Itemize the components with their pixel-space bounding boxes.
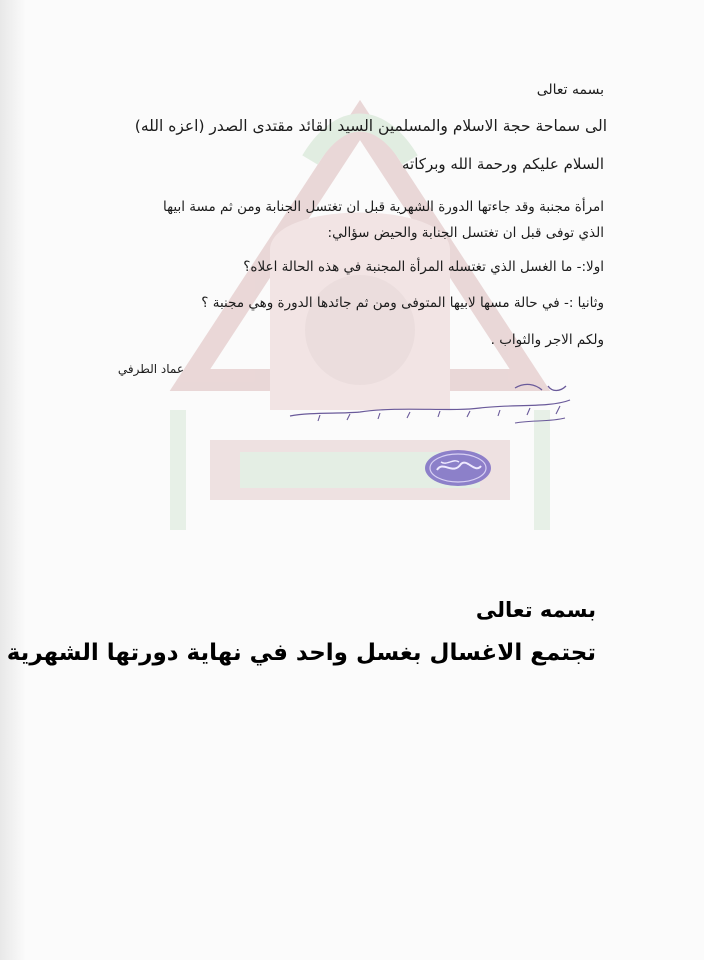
watermark-logo xyxy=(150,80,570,550)
handwritten-reply-signature xyxy=(280,378,580,430)
sender-name: عماد الطرفي xyxy=(117,362,184,376)
official-seal-stamp xyxy=(423,448,493,488)
question-intro-line-1: امرأة مجنبة وقد جاءتها الدورة الشهرية قبل ان تغتسل الجنابة ومن ثم مسة ابيها xyxy=(163,199,604,215)
question-first: اولا:- ما الغسل الذي تغتسله المرأة المجنبة في هذه الحالة اعلاه؟ xyxy=(243,259,604,275)
answer-text: تجتمع الاغسال بغسل واحد في نهاية دورتها الشهرية xyxy=(6,640,596,666)
page-edge-shadow xyxy=(0,0,26,960)
letter-basmala: بسمه تعالى xyxy=(536,82,604,98)
answer-basmala: بسمه تعالى xyxy=(475,598,596,622)
letter-closing: ولكم الاجر والثواب . xyxy=(490,332,604,348)
letter-addressee: الى سماحة حجة الاسلام والمسلمين السيد القائد مقتدى الصدر (اعزه الله) xyxy=(134,117,607,135)
letter-greeting: السلام عليكم ورحمة الله وبركاته xyxy=(402,155,604,173)
question-intro-line-2: الذي توفى قبل ان تغتسل الجنابة والحيض سؤالي: xyxy=(327,225,604,241)
question-second: وثانيا :- في حالة مسها لابيها المتوفى ومن ثم جائدها الدورة وهي مجنبة ؟ xyxy=(201,295,604,311)
